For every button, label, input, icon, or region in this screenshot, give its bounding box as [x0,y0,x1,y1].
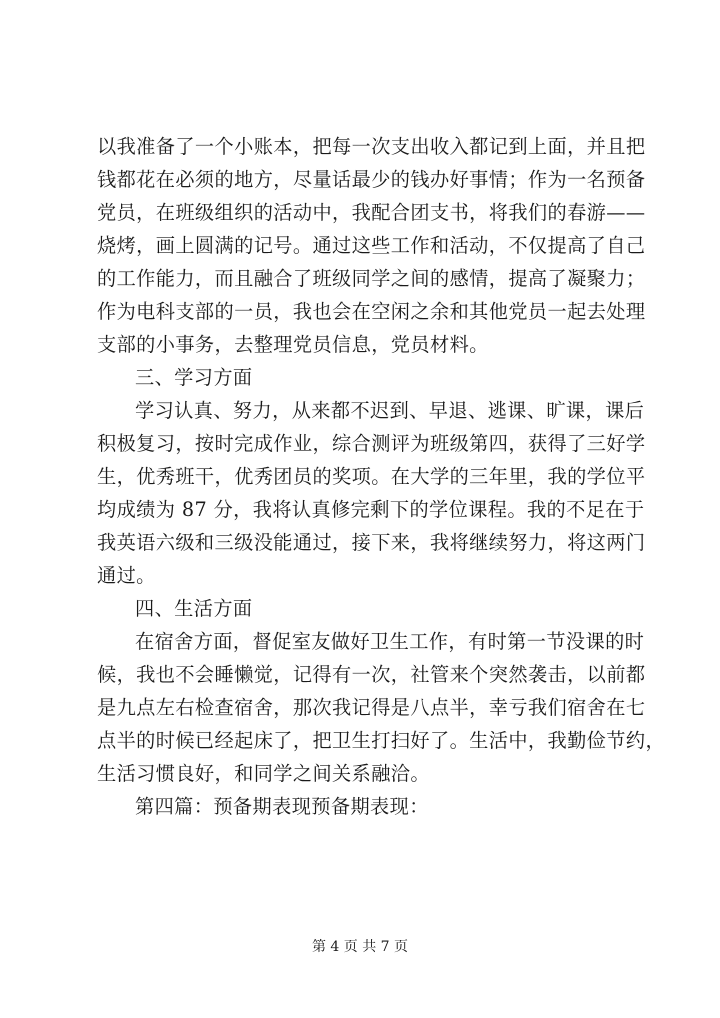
paragraph-line: 通过。 [97,564,156,587]
paragraph-line: 点半的时候已经起床了，把卫生打扫好了。生活中，我勤俭节约， [97,729,666,752]
page-footer: 第 4 页 共 7 页 [311,939,409,955]
paragraph-line: 均成绩为 87 分，我将认真修完剩下的学位课程。我的不足在于 [97,498,645,521]
paragraph-line: 候，我也不会睡懒觉，记得有一次，社管来个突然袭击，以前都 [97,663,646,686]
paragraph-line: 在宿舍方面，督促室友做好卫生工作，有时第一节没课的时 [135,630,645,653]
paragraph-line: 党员，在班级组织的活动中，我配合团支书，将我们的春游—— [97,201,646,224]
paragraph-line: 支部的小事务，去整理党员信息，党员材料。 [97,333,489,356]
section-heading-life: 四、生活方面 [135,597,253,620]
chapter-heading: 第四篇：预备期表现预备期表现： [135,795,429,818]
paragraph-line: 以我准备了一个小账本，把每一次支出收入都记到上面，并且把 [97,135,646,158]
paragraph-line: 我英语六级和三级没能通过，接下来，我将继续努力，将这两门 [97,531,646,554]
paragraph-line: 作为电科支部的一员，我也会在空闲之余和其他党员一起去处理 [97,300,646,323]
section-heading-study: 三、学习方面 [135,366,253,389]
paragraph-line: 烧烤，画上圆满的记号。通过这些工作和活动，不仅提高了自己 [97,234,646,257]
paragraph-line: 学习认真、努力，从来都不迟到、早退、逃课、旷课，课后 [135,399,645,422]
paragraph-line: 积极复习，按时完成作业，综合测评为班级第四，获得了三好学 [97,432,646,455]
paragraph-line: 生活习惯良好，和同学之间关系融洽。 [97,762,430,785]
paragraph-line: 生，优秀班干，优秀团员的奖项。在大学的三年里，我的学位平 [97,465,646,488]
paragraph-line: 的工作能力，而且融合了班级同学之间的感情，提高了凝聚力； [97,267,646,290]
paragraph-line: 钱都花在必须的地方，尽量话最少的钱办好事情；作为一名预备 [97,168,646,191]
paragraph-line: 是九点左右检查宿舍，那次我记得是八点半，幸亏我们宿舍在七 [97,696,646,719]
